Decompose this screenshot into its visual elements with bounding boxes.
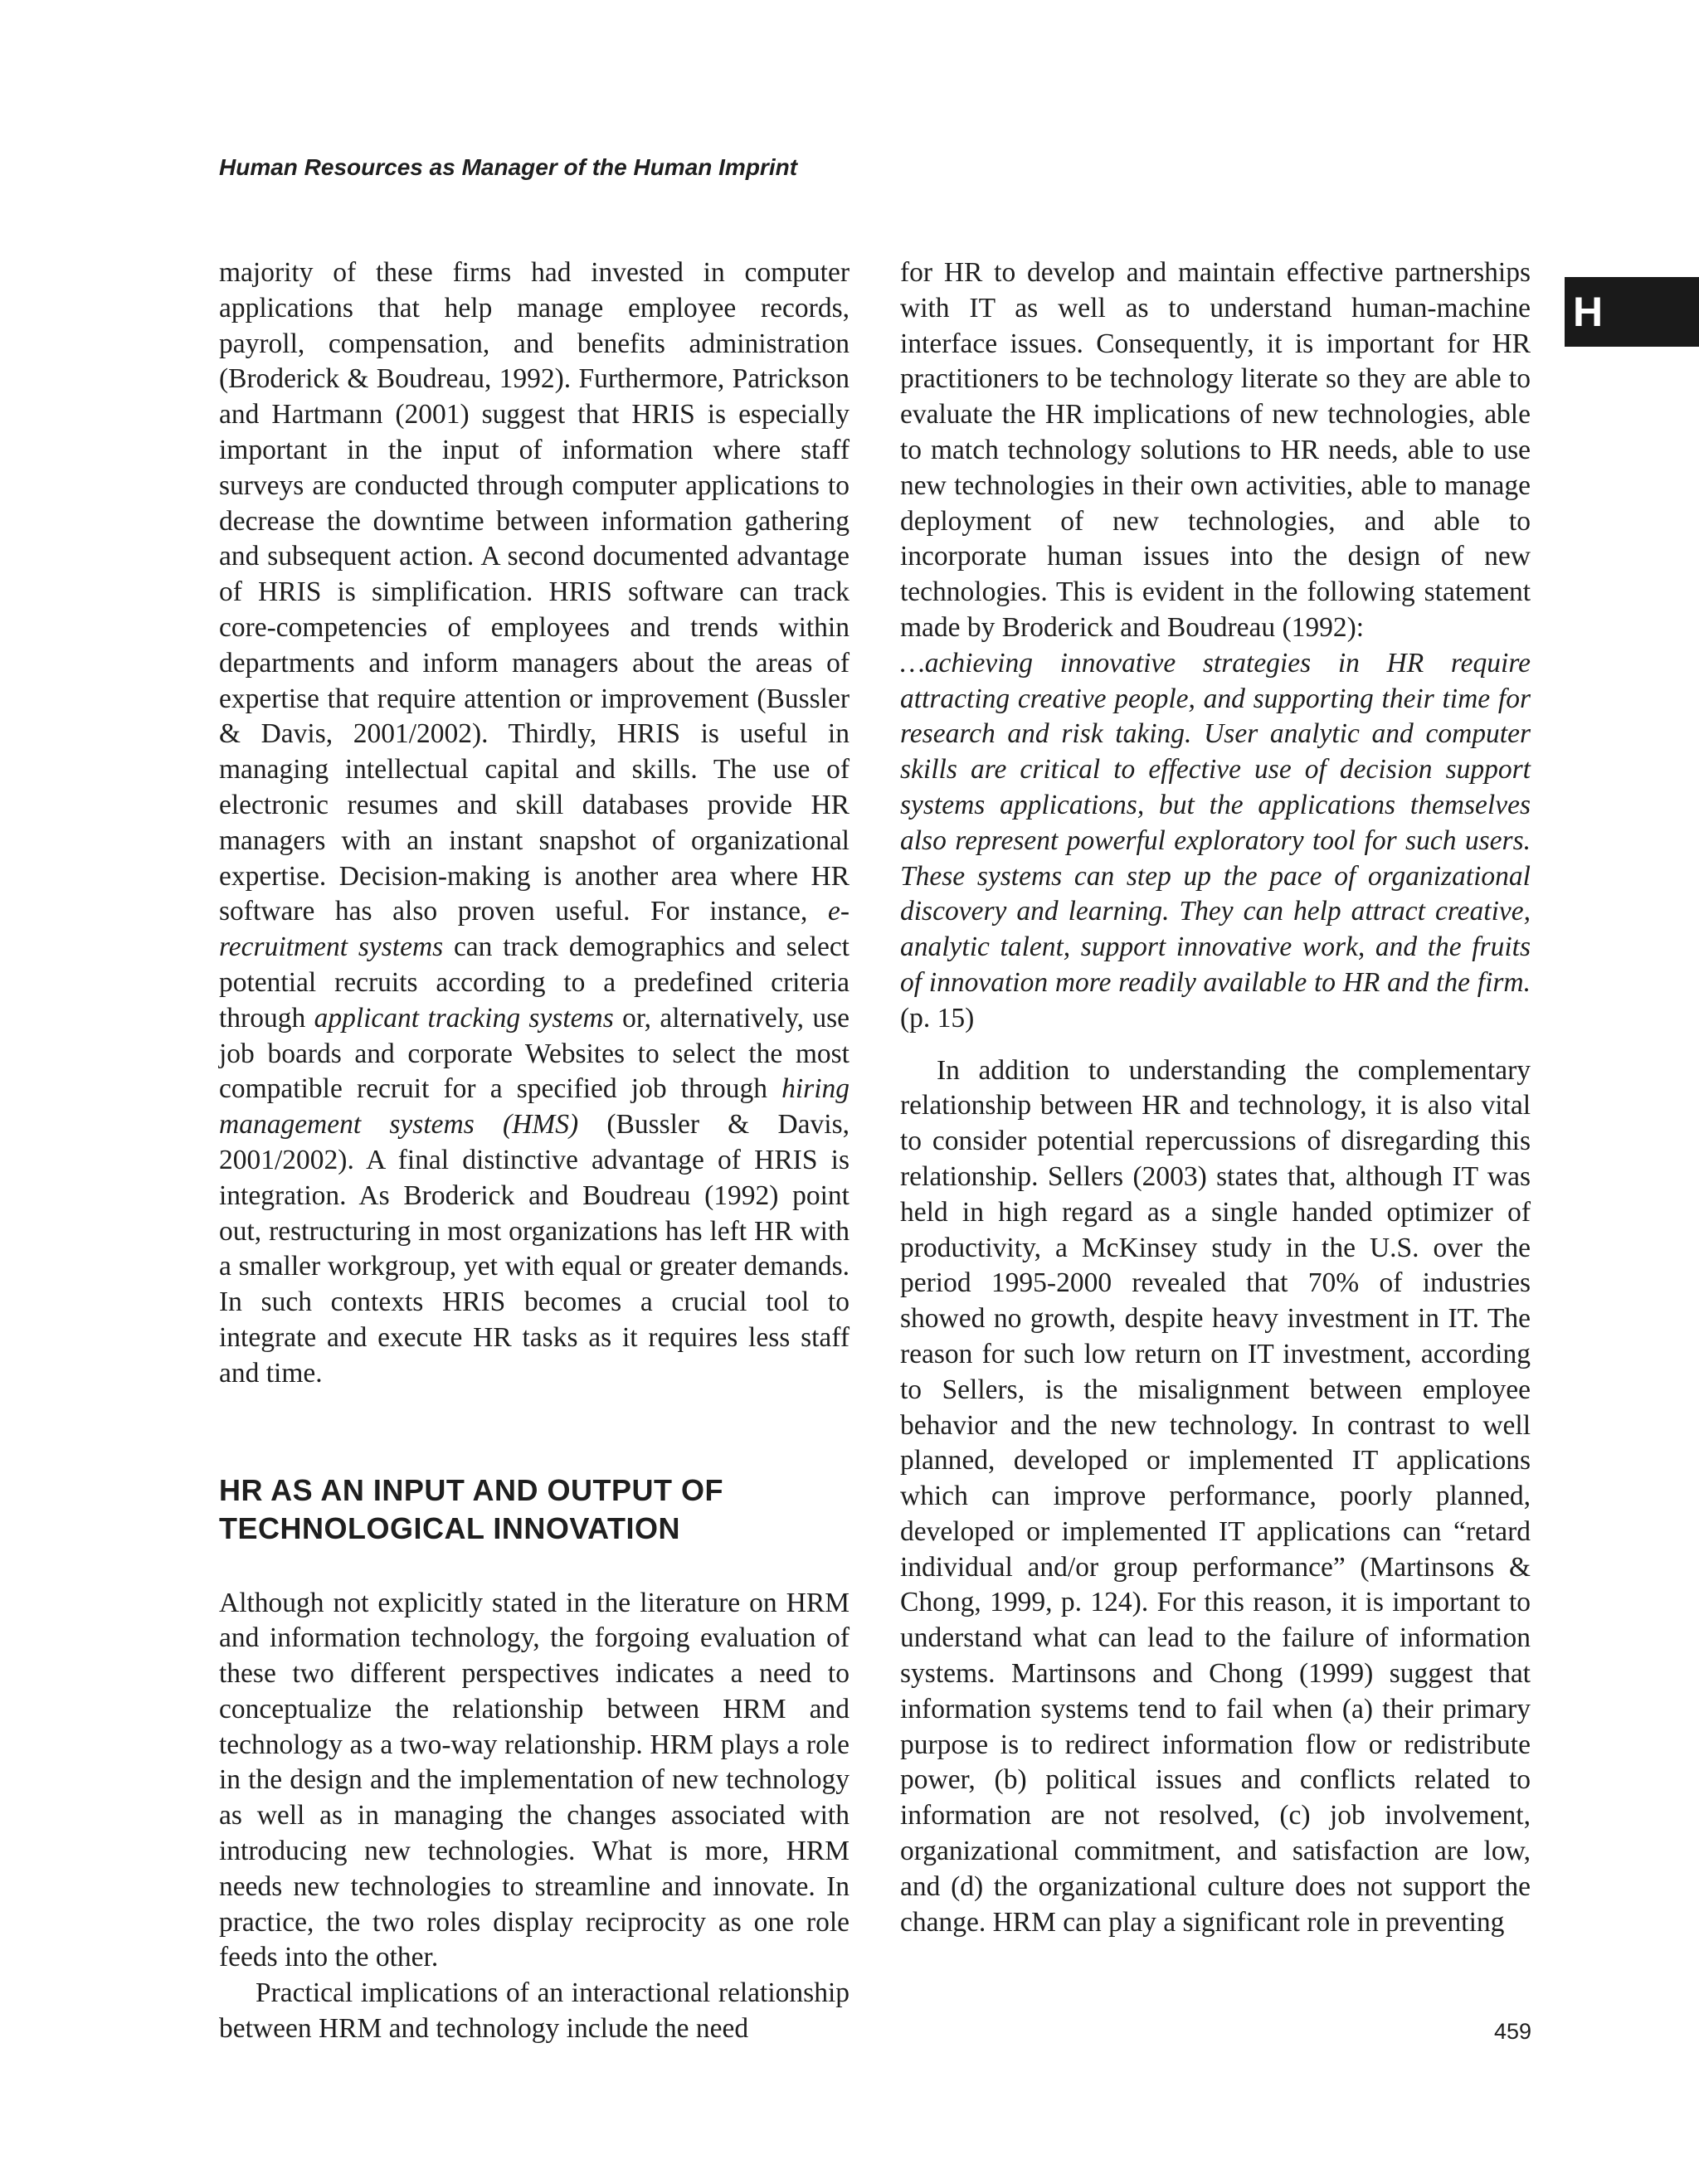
text-run: or, alternatively, use job boards and corporate Websites to select the most compatible recruit for a specified job through: [219, 1002, 850, 1105]
section-heading: [219, 1471, 850, 1548]
text-run: can track demographics and select potential recruits according to a predefined criteria through: [219, 931, 850, 1034]
left-column: [219, 255, 850, 2047]
left-paragraph-1: [219, 255, 850, 1392]
page-number: 459: [1493, 2019, 1531, 2044]
text-run: majority of these firms had invested in computer applications that help manage employee records, payroll, compensation, and benefits administration (Broderick & Boudreau, 1992). Furthermore, Patrickson and Hartmann (2001) suggest that HRIS is especially important in the input of information where staff surveys are conducted through computer applications to decrease the downtime between information gathering and subsequent action. A second documented advantage of HRIS is simplification. HRIS software can track core-competencies of employees and trends within departments and inform managers about the areas of expertise that require attention or improvement (Bussler & Davis, 2001/2002). Thirdly, HRIS is useful in managing intellectual capital and skills. The use of electronic resumes and skill databases provide HR managers with an instant snapshot of organizational expertise. Decision-making is another area where HR software has also proven useful. For instance,: [219, 257, 850, 927]
text-run: (Bussler & Davis, 2001/2002). A final distinctive advantage of HRIS is integration. As Broderick and Boudreau (1992) point out, restructuring in most organizations has left HR with a smaller workgroup, yet with equal or greater demands. In such contexts HRIS becomes a crucial tool to integrate and execute HR tasks as it requires less staff and time.: [219, 1109, 850, 1389]
section-heading-line-2: TECHNOLOGICAL INNOVATION: [219, 1510, 680, 1545]
quote-text: …achieving innovative strategies in HR require attracting creative people, and supporting their time for research and risk taking. User analytic and computer skills are critical to effective use of decision support systems applications, but the applications themselves also represent powerful exploratory tool for such users. These systems can step up the pace of organizational discovery and learning. They can help attract creative, analytic talent, support innovative work, and the fruits of innovation more readily available to HR and the firm.: [900, 647, 1531, 998]
right-paragraph-1: for HR to develop and maintain effective partnerships with IT as well as to understand human-machine interface issues. Consequently, it is important for HR practitioners to be technology literate so they are able to evaluate the HR implications of new technologies, able to match technology solutions to HR needs, able to use new technologies in their own activities, able to manage deployment of new technologies, and able to incorporate human issues into the design of new technologies. This is evident in the following statement made by Broderick and Boudreau (1992):: [900, 257, 1531, 643]
left-paragraph-3: Practical implications of an interactional relationship between HRM and technology include the need: [219, 1977, 850, 2045]
running-head: Human Resources as Manager of the Human Imprint: [219, 154, 798, 180]
italic-term: e-recruitment systems: [219, 896, 850, 963]
italic-term: applicant tracking systems: [314, 1002, 614, 1034]
left-paragraph-2: Although not explicitly stated in the literature on HRM and information technology, the forgoing evaluation of these two different perspectives indicates a need to conceptualize the relationship between HRM and technology as a two-way relationship. HRM plays a role in the design and the implementation of new technology as well as in managing the changes associated with introducing new technologies. What is more, HRM needs new technologies to streamline and innovate. In practice, the two roles display reciprocity as one role feeds into the other.: [219, 1587, 850, 1973]
right-column: [900, 255, 1531, 1940]
section-heading-line-1: HR AS AN INPUT AND OUTPUT OF: [219, 1472, 723, 1507]
italic-term: hiring management systems (HMS): [219, 1073, 850, 1141]
section-tab-marker: H: [1565, 277, 1699, 347]
quote-citation: (p. 15): [900, 1002, 975, 1034]
right-paragraph-2: In addition to understanding the complementary relationship between HR and technology, it is also vital to consider potential repercussions of disregarding this relationship. Sellers (2003) states that, although IT was held in high regard as a single handed optimizer of productivity, a McKinsey study in the U.S. over the period 1995-2000 revealed that 70% of industries showed no growth, despite heavy investment in IT. The reason for such low return on IT investment, according to Sellers, is the misalignment between employee behavior and the new technology. In contrast to well planned, developed or implemented IT applications which can improve performance, poorly planned, developed or implemented IT applications can “retard individual and/or group performance” (Martinsons & Chong, 1999, p. 124). For this reason, it is important to understand what can lead to the failure of information systems. Martinsons and Chong (1999) suggest that information systems tend to fail when (a) their primary purpose is to redirect information flow or redistribute power, (b) political issues and conflicts related to information are not resolved, (c) job involvement, organizational commitment, and satisfaction are low, and (d) the organizational culture does not support the change. HRM can play a significant role in preventing: [900, 1054, 1531, 1938]
block-quote: [900, 646, 1531, 1037]
spacer: [900, 1037, 1531, 1053]
